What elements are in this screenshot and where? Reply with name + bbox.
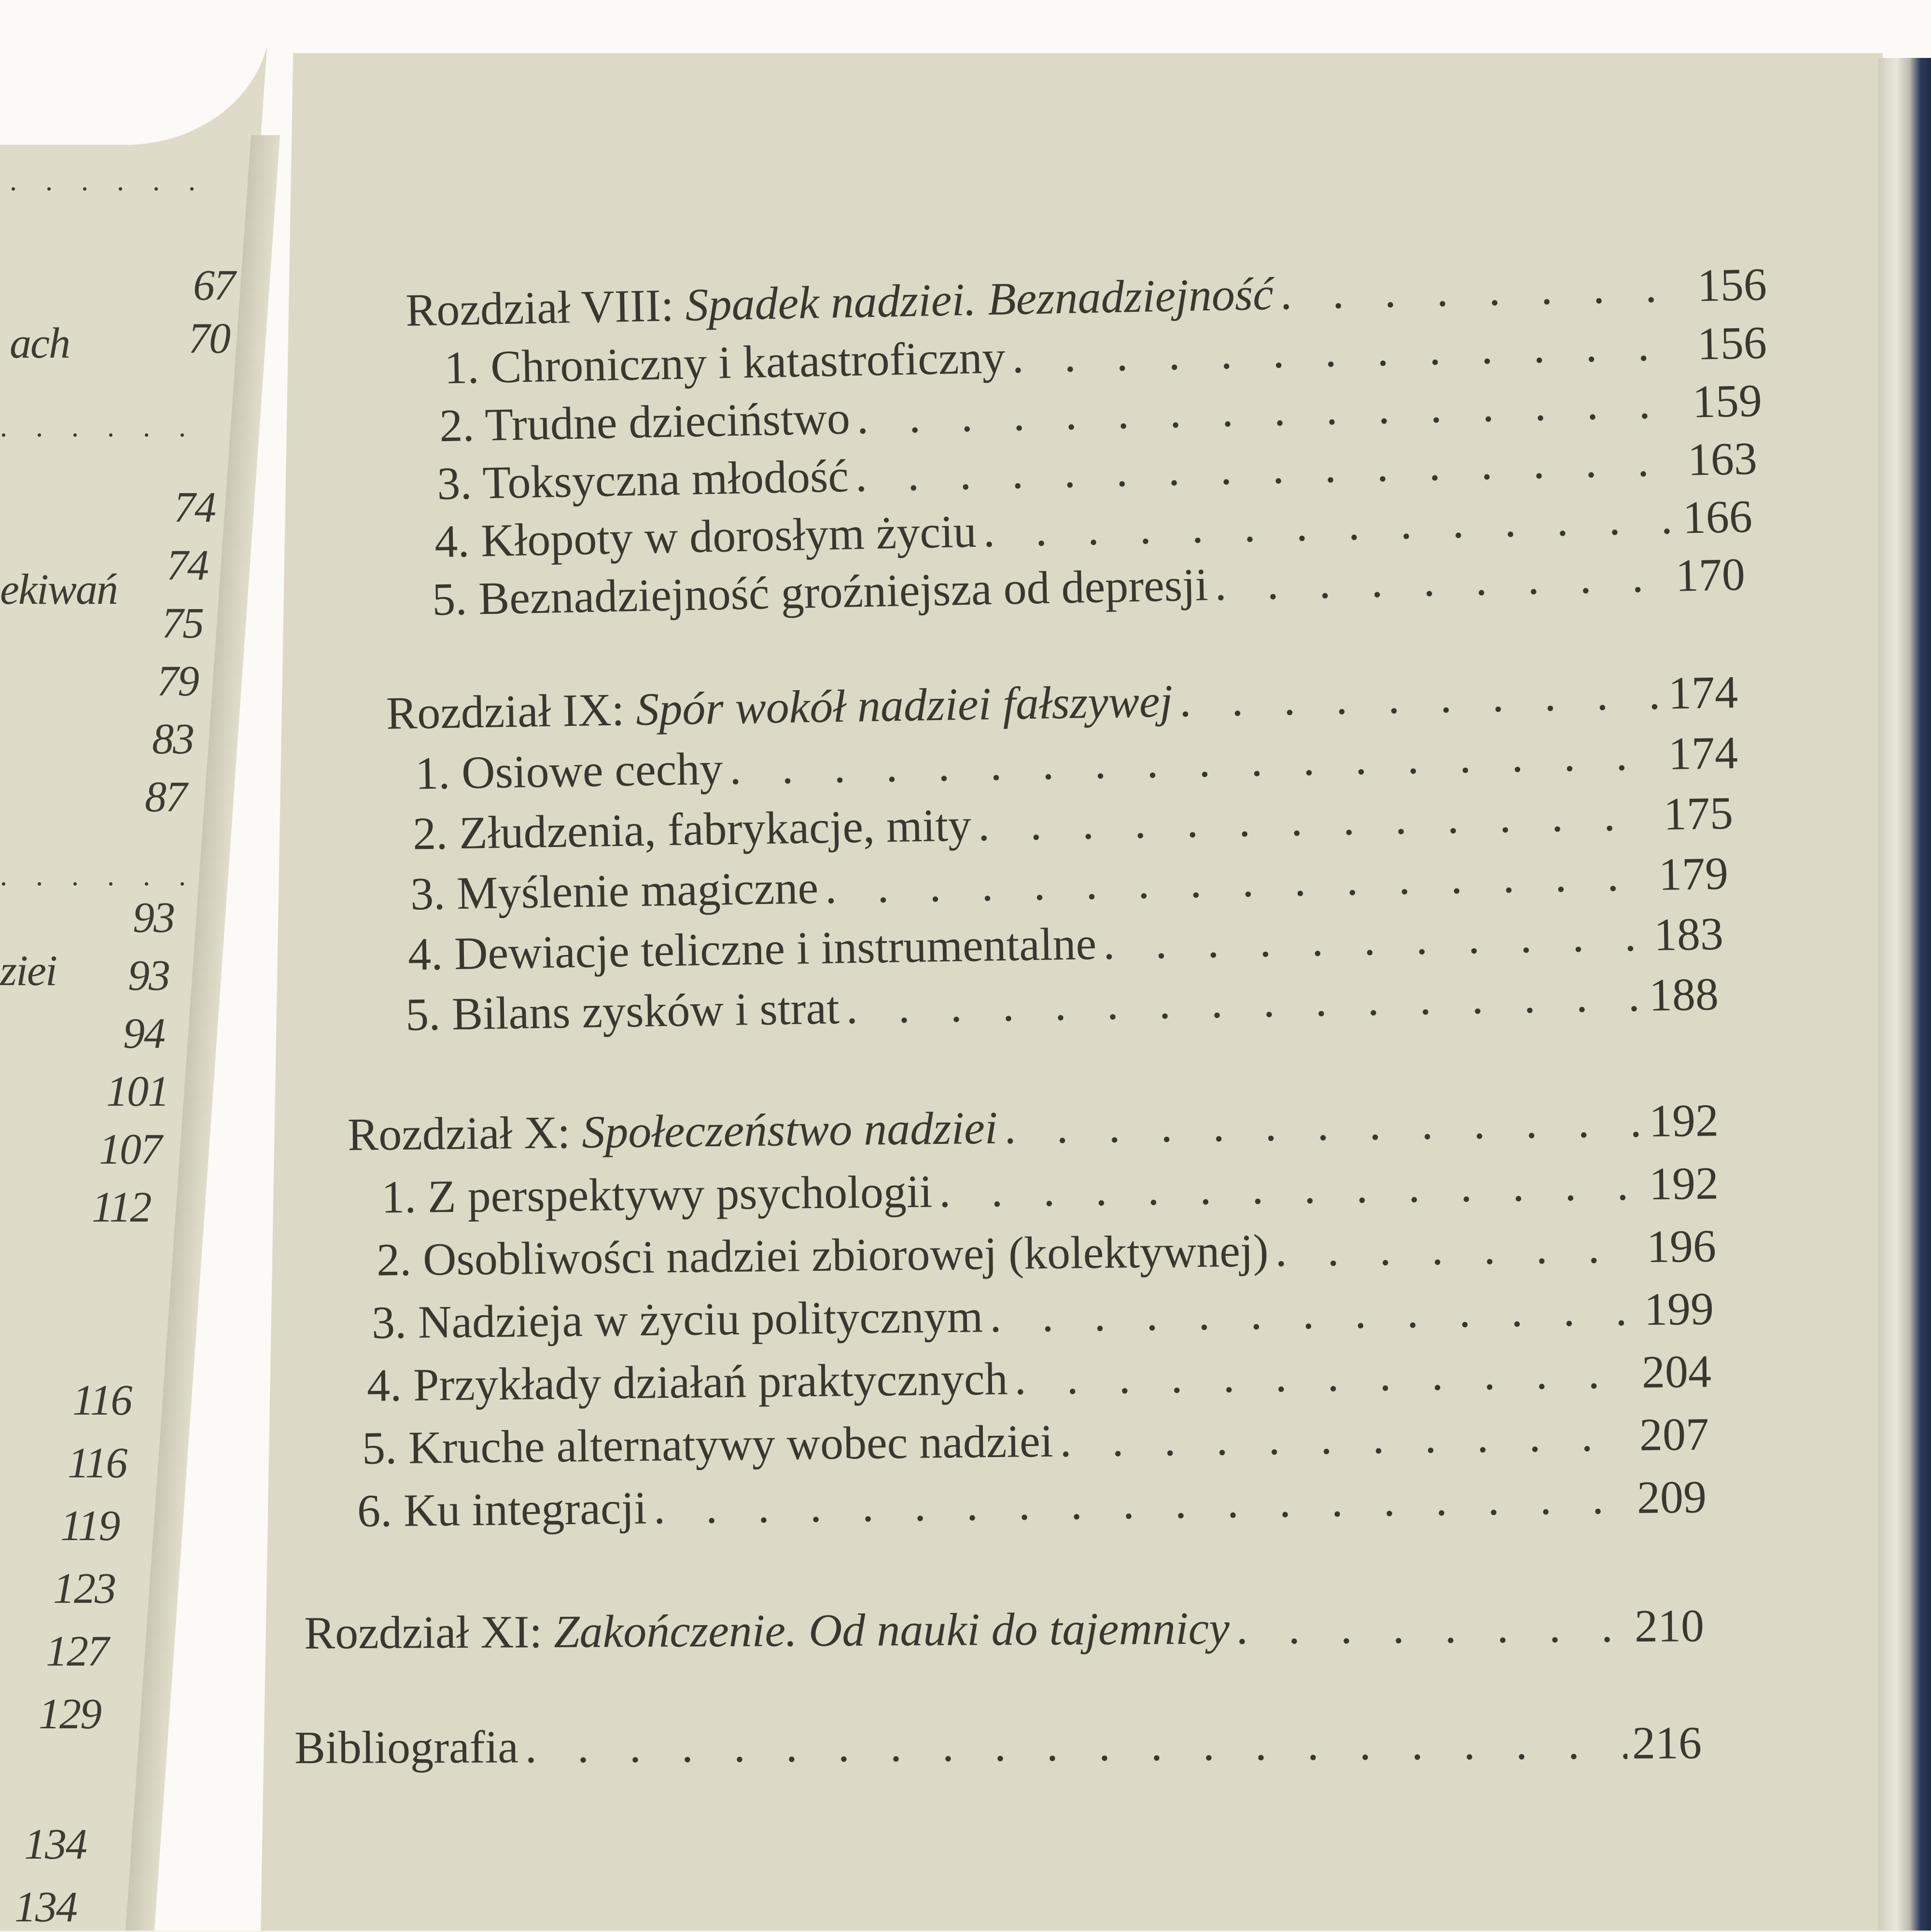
left-page-number: 93 bbox=[133, 894, 174, 942]
chapter-prefix: Rozdział VIII: bbox=[405, 278, 686, 336]
leader-dots bbox=[983, 491, 1679, 558]
left-page-number: 129 bbox=[39, 1690, 101, 1738]
toc-bibliography[interactable] bbox=[294, 1716, 1702, 1774]
toc-section[interactable] bbox=[376, 1219, 1716, 1286]
toc-chapter[interactable] bbox=[347, 1093, 1719, 1161]
section-label: 3. Myślenie magiczne bbox=[410, 862, 819, 920]
leader-dots bbox=[1214, 549, 1671, 611]
page-number: 196 bbox=[1646, 1220, 1717, 1272]
leader-dots bbox=[653, 1471, 1632, 1534]
leader-dots bbox=[1236, 1599, 1630, 1654]
leader-dots bbox=[1275, 1220, 1642, 1277]
leader-dots bbox=[855, 433, 1683, 502]
section-label: 2. Osobliwości nadziei zbiorowej (kolektywnej) bbox=[376, 1224, 1269, 1286]
leader-dots bbox=[1014, 1345, 1637, 1405]
left-page-number: 134 bbox=[24, 1821, 86, 1868]
left-page-number: 119 bbox=[60, 1502, 120, 1550]
leader-dots bbox=[978, 787, 1659, 851]
leader-dots bbox=[1004, 1094, 1645, 1154]
section-label: 5. Bilans zysków i strat bbox=[405, 982, 840, 1041]
leader-dots bbox=[1060, 1408, 1635, 1467]
toc-section[interactable] bbox=[362, 1407, 1709, 1474]
left-fragment: ach bbox=[10, 320, 70, 367]
page-number: 188 bbox=[1649, 968, 1719, 1021]
leader-dots bbox=[1179, 666, 1664, 727]
section-label: 2. Złudzenia, fabrykacje, mity bbox=[412, 799, 972, 860]
section-label: 1. Chroniczny i katastroficzny bbox=[444, 331, 1006, 394]
page-number: 216 bbox=[1632, 1716, 1702, 1769]
leader-dots bbox=[939, 1157, 1645, 1218]
left-page-number: 112 bbox=[92, 1183, 151, 1231]
left-page-number: 127 bbox=[46, 1627, 108, 1675]
page-number: 179 bbox=[1658, 847, 1729, 900]
page-number: 192 bbox=[1649, 1157, 1719, 1210]
toc-section[interactable] bbox=[405, 967, 1719, 1042]
chapter-title: Spadek nadziei. Beznadziejność bbox=[685, 267, 1274, 331]
leader-dots bbox=[846, 968, 1645, 1034]
page-number: 174 bbox=[1668, 666, 1738, 719]
leader-dots bbox=[1103, 908, 1650, 970]
toc-section[interactable] bbox=[366, 1344, 1711, 1412]
page-number: 192 bbox=[1649, 1094, 1719, 1147]
left-page-number: 74 bbox=[174, 484, 215, 531]
page-number: 159 bbox=[1692, 374, 1763, 428]
page-number: 174 bbox=[1668, 726, 1738, 779]
left-fragment: ekiwań bbox=[0, 566, 117, 613]
section-label: 3. Nadzieja w życiu politycznym bbox=[371, 1290, 983, 1348]
section-label: 5. Kruche alternatywy wobec nadziei bbox=[362, 1415, 1053, 1474]
section-label: 5. Beznadziejność groźniejsza od depresji bbox=[432, 558, 1209, 625]
page-number: 207 bbox=[1639, 1408, 1709, 1460]
leader-dots bbox=[856, 375, 1688, 445]
chapter-prefix: Rozdział IX: bbox=[386, 683, 637, 739]
leader-dots bbox=[729, 727, 1664, 795]
leader-dots bbox=[825, 848, 1654, 914]
left-page-number: 93 bbox=[128, 952, 169, 1000]
toc-chapter[interactable] bbox=[304, 1598, 1705, 1659]
chapter-prefix: Rozdział XI: bbox=[304, 1605, 554, 1659]
toc-section[interactable] bbox=[371, 1281, 1714, 1349]
section-label: 3. Toksyczna młodość bbox=[436, 449, 849, 510]
page-number: 210 bbox=[1634, 1599, 1705, 1652]
left-fragment: ziei bbox=[0, 947, 56, 995]
left-page-number: 107 bbox=[99, 1126, 161, 1173]
chapter-title: Zakończenie. Od nauki do tajemnicy bbox=[553, 1602, 1230, 1657]
leader-dots bbox=[990, 1282, 1640, 1343]
page-number: 183 bbox=[1653, 907, 1724, 960]
left-page-number: 87 bbox=[145, 773, 186, 821]
chapter-title: Społeczeństwo nadziei bbox=[581, 1101, 998, 1158]
bibliography-label: Bibliografia bbox=[294, 1721, 519, 1774]
page-number: 199 bbox=[1644, 1282, 1714, 1335]
page-number: 175 bbox=[1663, 787, 1734, 840]
page-number: 156 bbox=[1696, 258, 1767, 311]
page-number: 209 bbox=[1637, 1471, 1707, 1523]
left-page-number: 74 bbox=[167, 542, 208, 589]
left-page-number: 75 bbox=[162, 599, 203, 647]
book-edge bbox=[1878, 58, 1931, 1931]
left-page-number: 116 bbox=[72, 1376, 132, 1424]
section-label: 4. Przykłady działań praktycznych bbox=[366, 1352, 1008, 1411]
section-label: 4. Kłopoty w dorosłym życiu bbox=[434, 505, 977, 568]
chapter-prefix: Rozdział X: bbox=[347, 1106, 582, 1160]
section-label: 2. Trudne dzieciństwo bbox=[439, 391, 851, 452]
page-number: 204 bbox=[1641, 1345, 1712, 1398]
chapter-title: Spór wokół nadziei fałszywej bbox=[635, 675, 1173, 735]
section-label: 1. Osiowe cechy bbox=[415, 742, 724, 799]
toc-section[interactable] bbox=[381, 1156, 1719, 1223]
toc-section[interactable] bbox=[357, 1470, 1707, 1537]
left-page-number: 116 bbox=[68, 1439, 127, 1487]
page-number: 163 bbox=[1687, 432, 1758, 486]
left-page-number: 134 bbox=[14, 1883, 77, 1931]
left-page-number: 79 bbox=[157, 657, 198, 705]
page-number: 166 bbox=[1682, 490, 1753, 543]
left-page-number: 101 bbox=[106, 1068, 168, 1115]
leader-dots bbox=[1011, 317, 1693, 384]
page-number: 170 bbox=[1675, 548, 1746, 601]
leader-dots bbox=[1280, 259, 1693, 320]
left-page-number: 94 bbox=[123, 1010, 165, 1057]
left-page-number: 83 bbox=[152, 715, 194, 763]
left-page-number: 123 bbox=[53, 1565, 115, 1612]
section-label: 4. Dewiacje teliczne i instrumentalne bbox=[407, 917, 1097, 980]
left-page-number: 67 bbox=[193, 262, 235, 309]
section-label: 1. Z perspektywy psychologii bbox=[381, 1165, 933, 1223]
leader-dots bbox=[525, 1716, 1627, 1773]
table-of-contents bbox=[270, 0, 1767, 1931]
page-number: 156 bbox=[1696, 316, 1767, 370]
left-page-number: 70 bbox=[188, 315, 230, 362]
section-label: 6. Ku integracji bbox=[357, 1482, 647, 1537]
